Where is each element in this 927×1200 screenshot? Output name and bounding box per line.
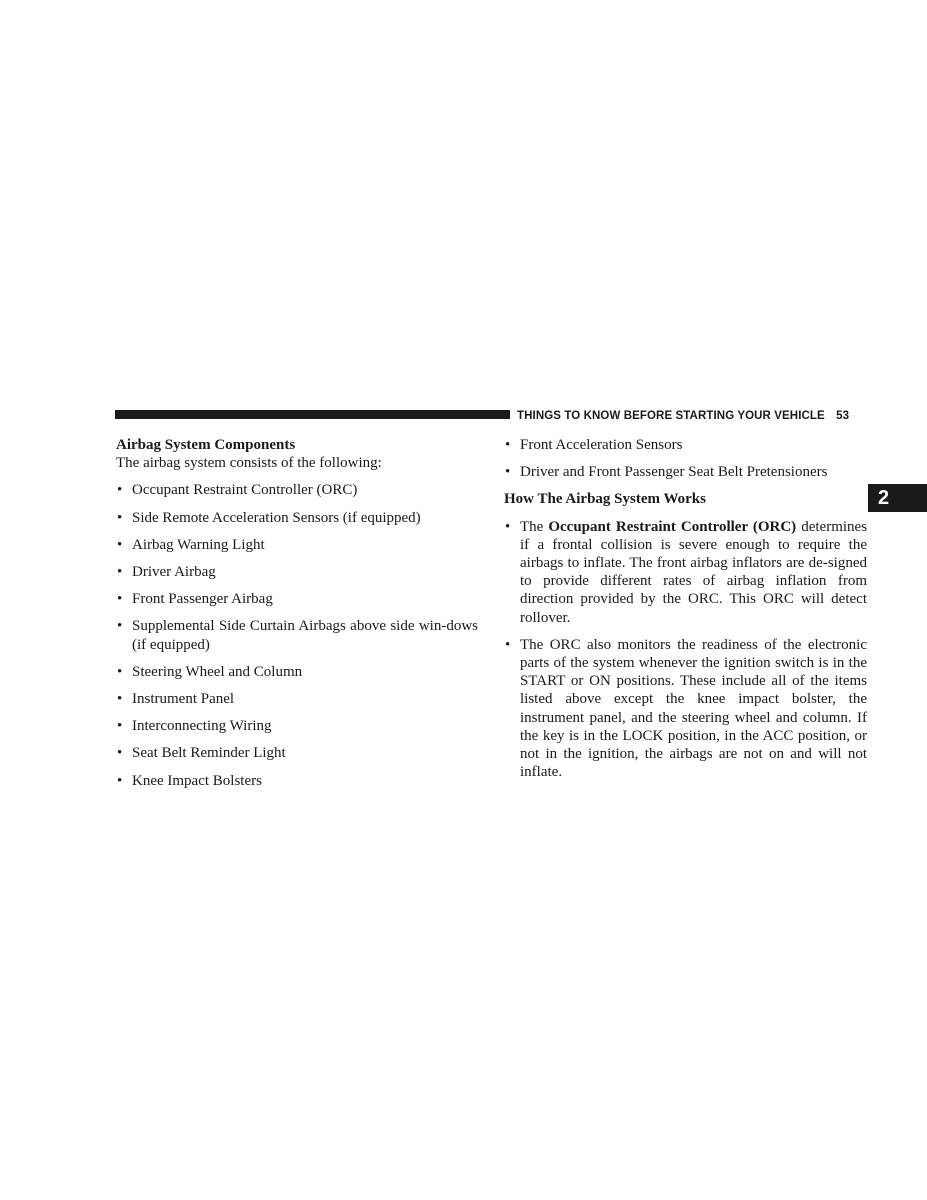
orc-term: Occupant Restraint Controller (ORC) — [548, 518, 797, 535]
page-number: 53 — [836, 410, 850, 422]
list-item: • Steering Wheel and Column — [116, 663, 478, 681]
list-item: • Driver and Front Passenger Seat Belt Pretensioners — [504, 463, 867, 481]
section-heading-components: Airbag System Components — [116, 437, 296, 453]
list-item: • Knee Impact Bolsters — [116, 772, 478, 790]
list-item: • Front Passenger Airbag — [116, 590, 478, 608]
components-list — [116, 481, 478, 789]
right-column — [504, 436, 867, 790]
list-item: • Seat Belt Reminder Light — [116, 744, 478, 762]
intro-text: The airbag system consists of the following: — [116, 455, 382, 472]
section-heading-how-it-works: How The Airbag System Works — [504, 491, 706, 508]
list-item: • Instrument Panel — [116, 690, 478, 708]
chapter-tab: 2 — [868, 484, 927, 512]
list-item: • Driver Airbag — [116, 563, 478, 581]
running-header — [517, 409, 849, 423]
left-column — [116, 436, 478, 799]
header-rule — [115, 410, 510, 419]
list-item: • Side Remote Acceleration Sensors (if equipped) — [116, 509, 478, 527]
orc-rest: determines if a frontal collision is severe enough to require the airbags to inflate. The front airbag inflators are de-signed to provide different rates of airbag inflation from direction provided by the ORC. This ORC will detect rollover. — [520, 518, 868, 626]
orc-lead: The — [520, 518, 544, 535]
list-item: • Supplemental Side Curtain Airbags above side win-dows (if equipped) — [116, 617, 478, 653]
list-item: • Interconnecting Wiring — [116, 717, 478, 735]
header-title: THINGS TO KNOW BEFORE STARTING YOUR VEHICLE — [517, 410, 825, 422]
list-item: • Airbag Warning Light — [116, 536, 478, 554]
orc-paragraph — [504, 518, 867, 627]
list-item: • Occupant Restraint Controller (ORC) — [116, 481, 478, 499]
list-item: • Front Acceleration Sensors — [504, 436, 867, 454]
sensors-list — [504, 436, 867, 481]
how-it-works-list — [504, 518, 867, 782]
monitor-paragraph: • The ORC also monitors the readiness of the electronic parts of the system whenever the ignition switch is in the START or ON positions. These include all of the items listed above except the knee impact bolster, the instrument panel, and the steering wheel and column. If the key is in the LOCK position, in the ACC position, or not in the ignition, the airbags are not on and will not inflate. — [504, 636, 867, 782]
